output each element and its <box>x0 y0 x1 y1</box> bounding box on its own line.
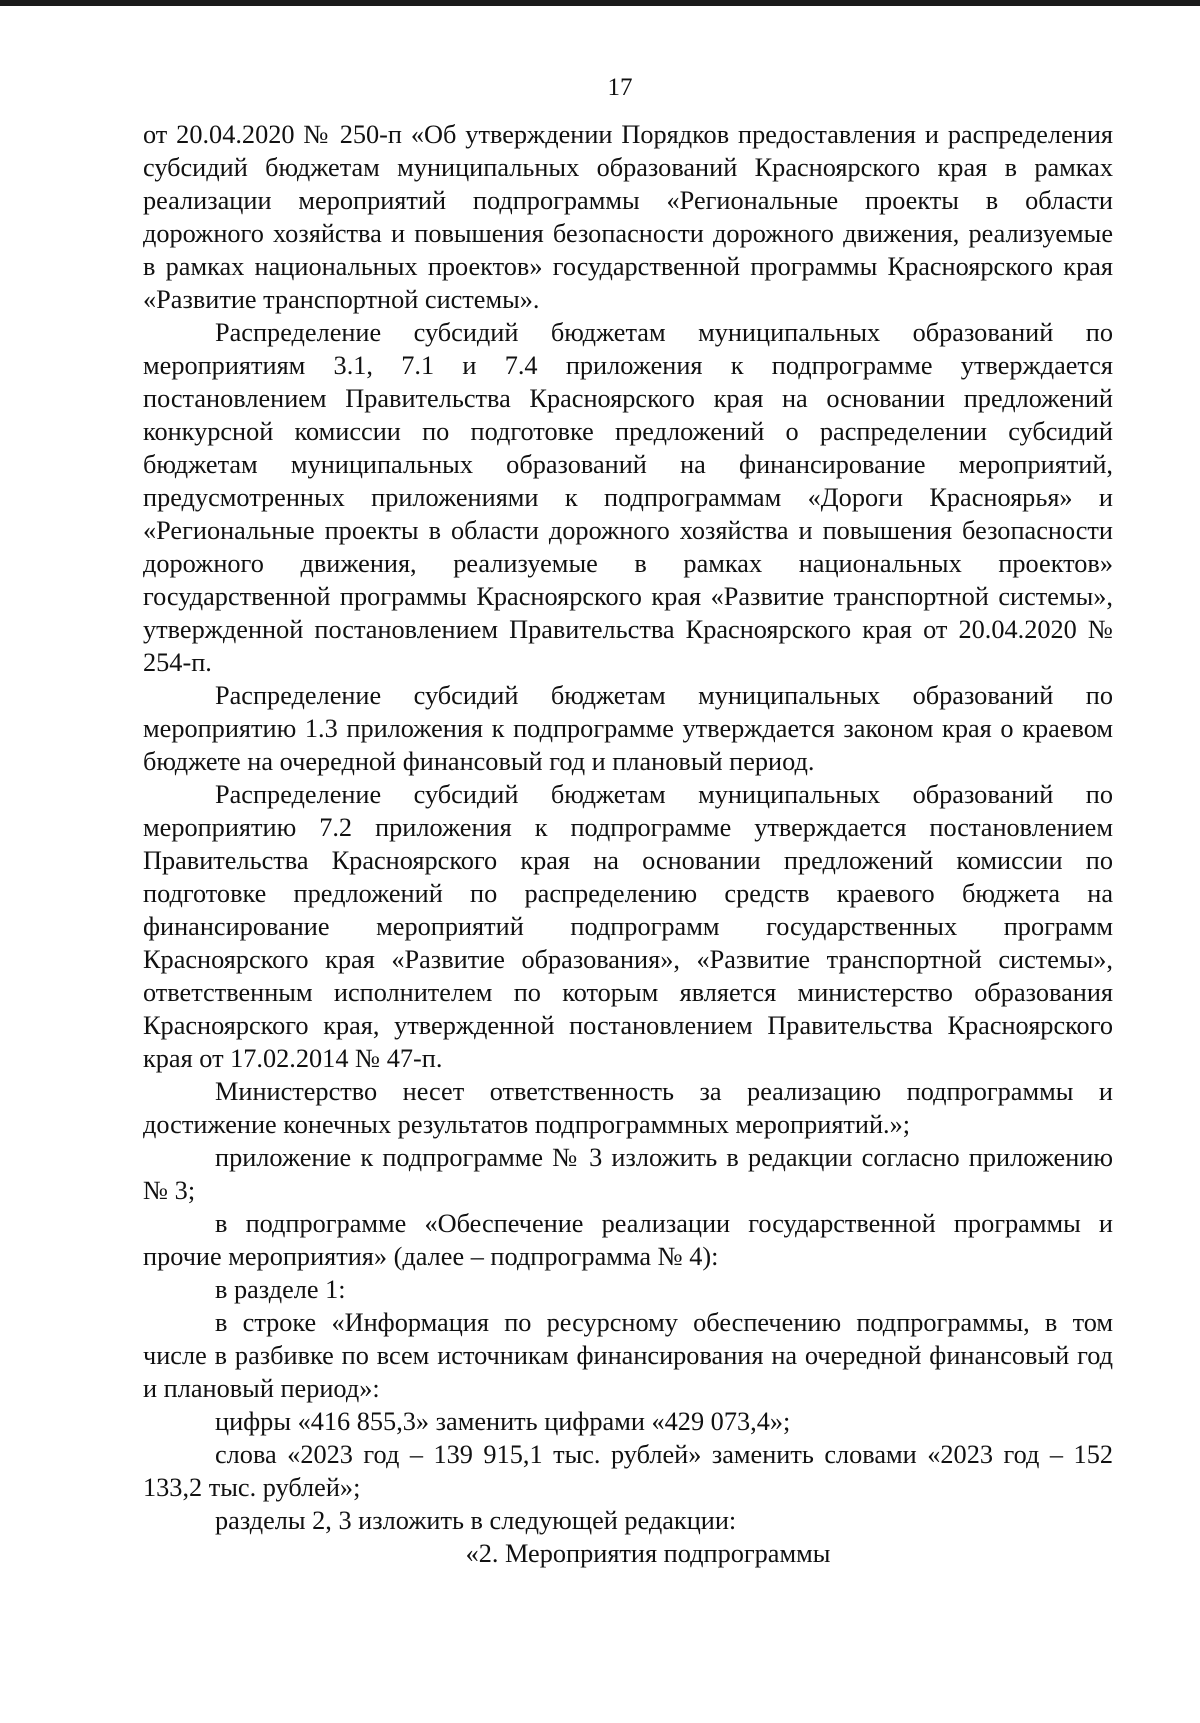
paragraph-1: от 20.04.2020 № 250-п «Об утверждении Порядков предоставления и распределения субсидий бюджетам муниципальных образований Красноярского края в рамках реализации мероприятий подпрограммы «Региональные проекты в области дорожного хозяйства и повышения безопасности дорожного движения, реализуемые в рамках национальных проектов» государственной программы Красноярского края «Развитие транспортной системы». <box>143 120 1113 314</box>
paragraph-10: цифры «416 855,3» заменить цифрами «429 073,4»; <box>215 1407 791 1436</box>
paragraph-2: Распределение субсидий бюджетам муниципальных образований по мероприятиям 3.1, 7.1 и 7.4 приложения к подпрограмме утверждается постановлением Правительства Красноярского края на основании предложений конкурсной комиссии по подготовке предложений о распределении субсидий бюджетам муниципальных образований на финансирование мероприятий, предусмотренных приложениями к подпрограммам «Дороги Красноярья» и «Региональные проекты в области дорожного хозяйства и повышения безопасности дорожного движения, реализуемые в рамках национальных проектов» государственной программы Красноярского края «Развитие транспортной системы», утвержденной постановлением Правительства Красноярского края от 20.04.2020 № 254-п. <box>143 318 1113 677</box>
paragraph-9: в строке «Информация по ресурсному обеспечению подпрограммы, в том числе в разбивке по всем источникам финансирования на очередной финансовый год и плановый период»: <box>143 1308 1113 1403</box>
scan-top-edge <box>0 0 1200 6</box>
page-number: 17 <box>607 74 633 101</box>
paragraph-7: в подпрограмме «Обеспечение реализации государственной программы и прочие мероприятия» (далее – подпрограмма № 4): <box>143 1209 1113 1271</box>
paragraph-8: в разделе 1: <box>215 1275 346 1304</box>
paragraph-6: приложение к подпрограмме № 3 изложить в редакции согласно приложению № 3; <box>143 1143 1113 1205</box>
paragraph-5: Министерство несет ответственность за реализацию подпрограммы и достижение конечных результатов подпрограммных мероприятий.»; <box>143 1077 1113 1139</box>
paragraph-11: слова «2023 год – 139 915,1 тыс. рублей» заменить словами «2023 год – 152 133,2 тыс. рублей»; <box>143 1440 1113 1502</box>
document-body <box>143 118 1113 1570</box>
paragraph-4: Распределение субсидий бюджетам муниципальных образований по мероприятию 7.2 приложения к подпрограмме утверждается постановлением Правительства Красноярского края на основании предложений комиссии по подготовке предложений по распределению средств краевого бюджета на финансирование мероприятий подпрограмм государственных программ Красноярского края «Развитие образования», «Развитие транспортной системы», ответственным исполнителем по которым является министерство образования Красноярского края, утвержденной постановлением Правительства Красноярского края от 17.02.2014 № 47-п. <box>143 780 1113 1073</box>
paragraph-3: Распределение субсидий бюджетам муниципальных образований по мероприятию 1.3 приложения к подпрограмме утверждается законом края о краевом бюджете на очередной финансовый год и плановый период. <box>143 681 1113 776</box>
paragraph-12: разделы 2, 3 изложить в следующей редакции: <box>215 1506 737 1535</box>
section-heading: «2. Мероприятия подпрограммы <box>465 1539 831 1568</box>
